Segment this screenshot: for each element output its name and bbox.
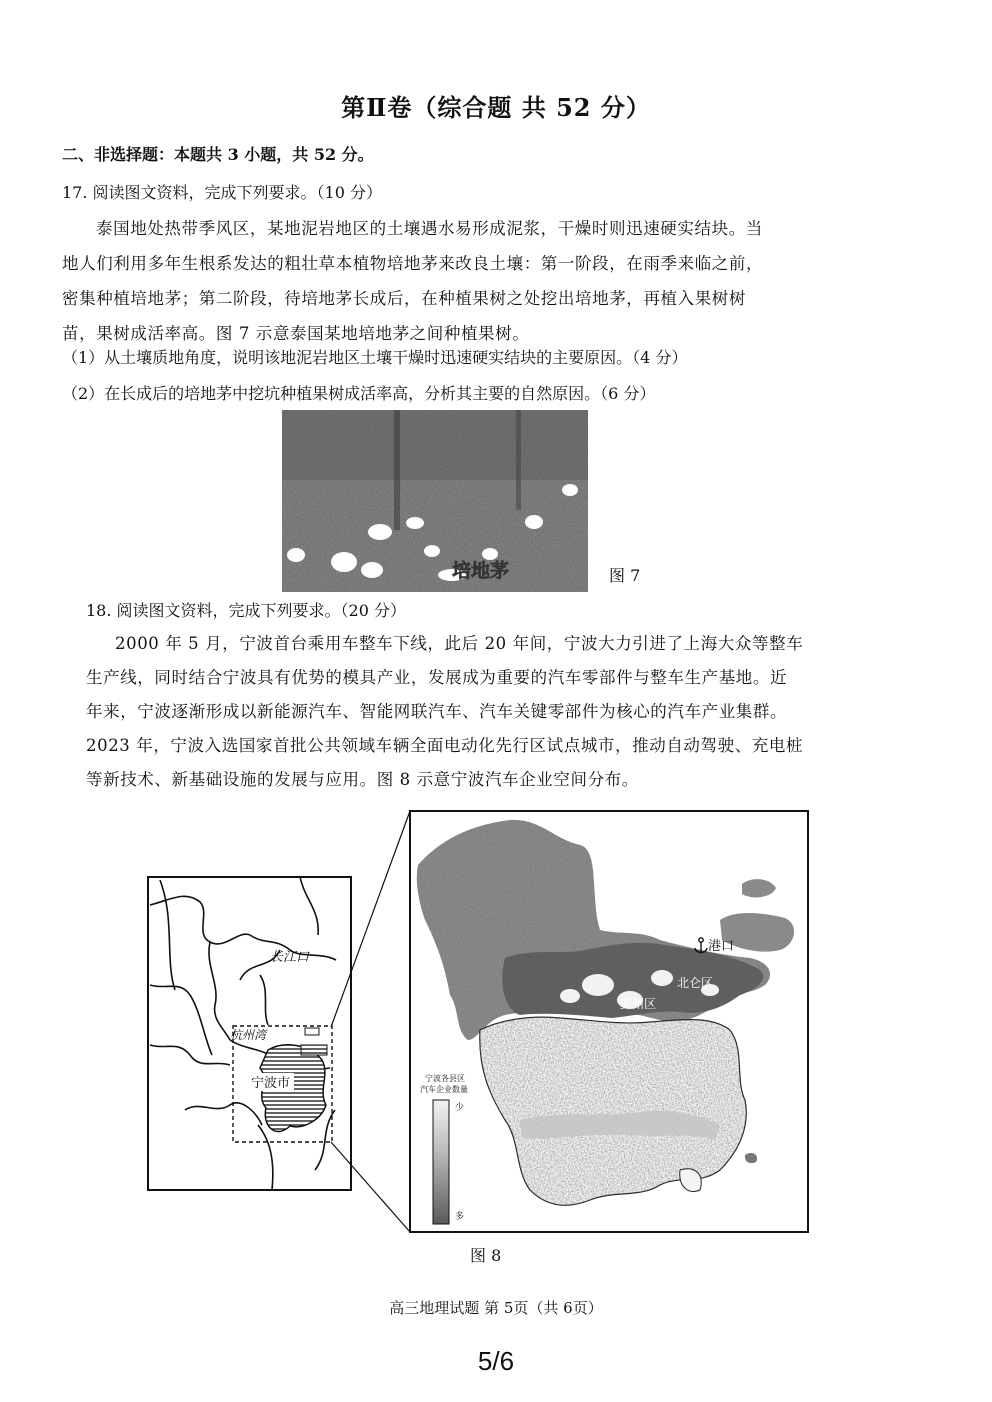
q17-header: 17. 阅读图文资料，完成下列要求。（10 分）: [62, 183, 382, 202]
legend-title-line-2: 汽车企业数量: [420, 1085, 468, 1094]
ningbo-detail-map: [410, 811, 808, 1232]
q17-line-4: 苗，果树成活率高。图 7 示意泰国某地培地茅之间种植果树。: [62, 324, 530, 343]
legend-low-label: 少: [455, 1103, 465, 1113]
q18-line-4: 2023 年，宁波入选国家首批公共领域车辆全面电动化先行区试点城市，推动自动驾驶、充电桩: [86, 736, 804, 755]
page-title: 第Ⅱ卷（综合题 共 52 分）: [341, 93, 651, 122]
label-yangtze-estuary: 长江口: [270, 950, 310, 965]
overview-map: [148, 811, 410, 1232]
q17-line-1: 泰国地处热带季风区，某地泥岩地区的土壤遇水易形成泥浆，干燥时则迅速硬实结块。当: [96, 219, 763, 238]
q18-line-1: 2000 年 5 月，宁波首台乘用车整车下线，此后 20 年间，宁波大力引进了上海大众等整车: [115, 634, 804, 653]
label-port: 港口: [708, 939, 735, 954]
label-beilun-district: 北仑区: [677, 976, 714, 990]
figure-7-caption: 培地茅: [452, 560, 510, 582]
section-heading: 二、非选择题：本题共 3 小题，共 52 分。: [62, 145, 374, 164]
q18-header: 18. 阅读图文资料，完成下列要求。（20 分）: [86, 601, 406, 620]
label-hangzhou-bay: 杭州湾: [230, 1028, 267, 1042]
label-ningbo-city: 宁波市: [251, 1076, 291, 1091]
legend-title-line-1: 宁波各县区: [425, 1074, 465, 1083]
q18-line-3: 年来，宁波逐渐形成以新能源汽车、智能网联汽车、汽车关键零部件为核心的汽车产业集群。: [86, 702, 788, 721]
figure-8-label: 图 8: [470, 1246, 502, 1265]
legend-high-label: 多: [455, 1212, 465, 1222]
q18-line-2: 生产线，同时结合宁波具有优势的模具产业，发展成为重要的汽车零部件与整车生产基地。近: [86, 668, 788, 687]
q18-line-5: 等新技术、新基础设施的发展与应用。图 8 示意宁波汽车企业空间分布。: [86, 770, 639, 789]
page-footer: 高三地理试题 第 5页（共 6页）: [389, 1299, 603, 1317]
q17-sub-question-1: （1）从土壤质地角度，说明该地泥岩地区土壤干燥时迅速硬实结块的主要原因。（4 分）: [62, 348, 688, 367]
q17-line-2: 地人们利用多年生根系发达的粗壮草本植物培地茅来改良土壤：第一阶段，在雨季来临之前，: [62, 254, 764, 273]
page-number: 5/6: [477, 1346, 515, 1376]
q17-sub-question-2: （2）在长成后的培地茅中挖坑种植果树成活率高，分析其主要的自然原因。（6 分）: [62, 384, 656, 403]
label-yinzhou-district: 鄞州区: [620, 997, 657, 1011]
q17-line-3: 密集种植培地茅；第二阶段，待培地茅长成后，在种植果树之处挖出培地茅，再植入果树树: [62, 289, 746, 308]
figure-7-label: 图 7: [609, 566, 641, 585]
